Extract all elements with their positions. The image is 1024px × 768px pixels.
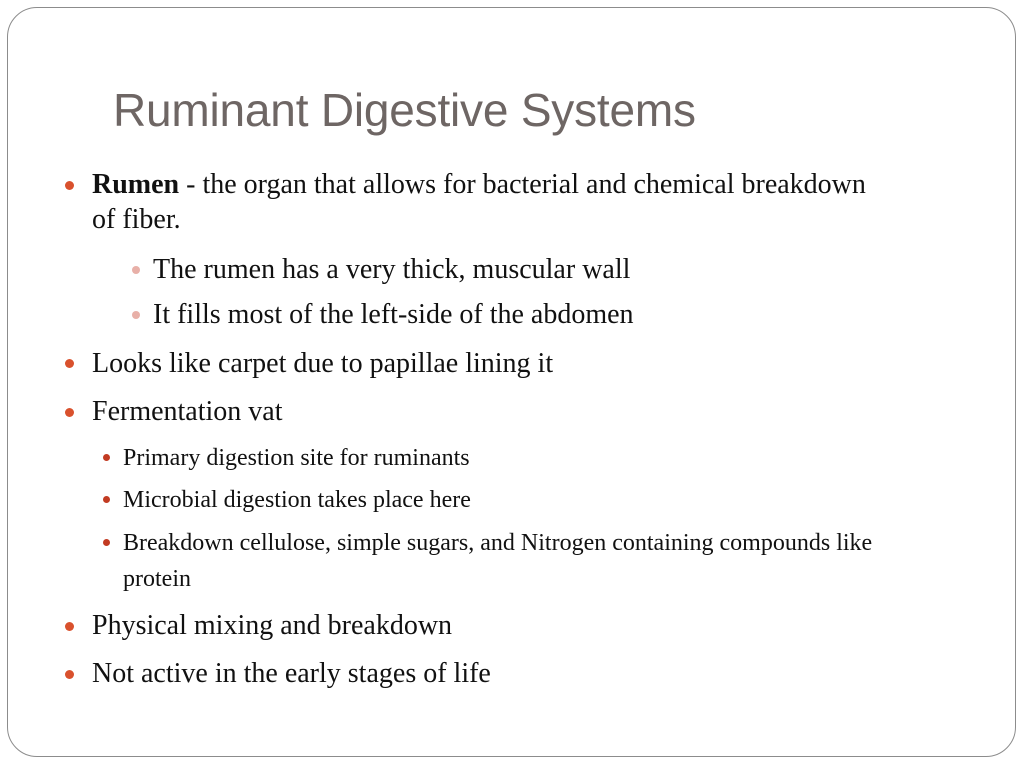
bullet-term: Rumen <box>92 169 180 200</box>
bullet-item: Looks like carpet due to papillae lining it <box>92 348 554 379</box>
bullet-dot <box>103 496 110 503</box>
bullet-dot <box>103 539 110 546</box>
sub-bullet-item: Microbial digestion takes place here <box>123 487 471 513</box>
bullet-item-rumen <box>92 167 892 238</box>
sub-bullet-item: Breakdown cellulose, simple sugars, and Nitrogen containing compounds like protein <box>123 530 873 592</box>
bullet-dot <box>65 670 74 679</box>
bullet-dot <box>103 454 110 461</box>
sub-bullet-item: Primary digestion site for ruminants <box>123 445 470 471</box>
bullet-item: Not active in the early stages of life <box>92 658 491 689</box>
bullet-dot <box>65 181 74 190</box>
sub-bullet-item: It fills most of the left-side of the abdomen <box>153 299 634 330</box>
bullet-dot <box>65 408 74 417</box>
bullet-dot <box>65 359 74 368</box>
slide-title: Ruminant Digestive Systems <box>113 84 696 136</box>
bullet-text: - the organ that allows for bacterial and chemical breakdown of fiber. <box>92 169 866 236</box>
bullet-dot <box>132 266 140 274</box>
bullet-item: Fermentation vat <box>92 396 283 427</box>
bullet-item: Physical mixing and breakdown <box>92 610 453 641</box>
bullet-dot <box>65 622 74 631</box>
sub-bullet-item: The rumen has a very thick, muscular wall <box>153 254 631 285</box>
bullet-dot <box>132 311 140 319</box>
